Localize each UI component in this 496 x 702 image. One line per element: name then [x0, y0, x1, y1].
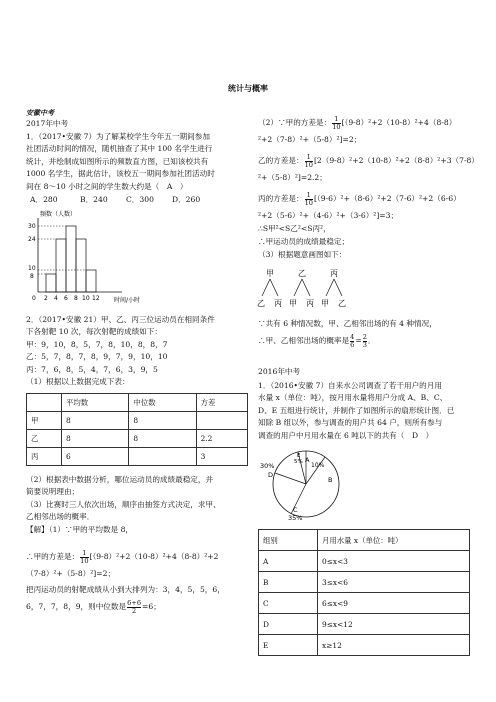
fraction — [80, 550, 88, 565]
text-span: ． — [367, 336, 376, 345]
text-line: 社团活动时间的情况，随机抽查了其中 100 名学生进行 — [26, 144, 213, 154]
text-line: 简要说明理由； — [26, 487, 80, 497]
branch — [334, 279, 342, 296]
table-cell: 0≤x<3 — [318, 551, 470, 572]
section-label: 安徽中考 — [26, 109, 54, 117]
text-line: 【解】（1）∵甲的平均数是 8， — [26, 524, 133, 534]
text-line: 调查的用户中月用水量在 6 吨以下的共有（ D ） — [258, 430, 434, 440]
text-span: [2（9-8）²+2（10-8）²+2（8-8）²+3（7-8） — [313, 156, 479, 165]
table-cell: 乙 — [27, 430, 62, 448]
fraction — [305, 154, 313, 169]
r-variance-yi — [258, 152, 479, 170]
table-cell: 6≤x<9 — [318, 593, 470, 614]
denominator: 10 — [80, 556, 89, 565]
text-span: ∴甲、乙相邻出场的概率是 — [258, 336, 350, 345]
pie-divider — [275, 473, 306, 484]
probability-line — [258, 332, 376, 350]
table-cell: 8 — [62, 412, 129, 430]
pie-label-e: E — [297, 453, 301, 459]
median-line-1: 把丙运动员的射靶成绩从小到大排列为：3，4，5，5，6， — [26, 585, 225, 594]
numerator: 4 — [350, 332, 355, 341]
table-row — [259, 593, 470, 614]
text-span: ∴甲的方差是： — [26, 552, 80, 561]
hist-bar-6-8 — [66, 226, 76, 292]
table-cell: 8 — [129, 430, 196, 448]
text-span: 乙的方差是： — [258, 156, 304, 165]
table-cell: 9≤x<12 — [318, 614, 470, 635]
xtick-12: 12 — [92, 295, 100, 302]
option-d: D．260 — [172, 195, 201, 204]
pie-label-b: B — [328, 476, 333, 484]
pie-label-c: C — [293, 506, 298, 514]
numerator: 1 — [332, 116, 340, 124]
question-2-parts — [26, 474, 221, 536]
cases-line: ∵共有 6 种情况数，甲、乙相邻出场的有 4 种情况， — [258, 319, 437, 328]
table-cell: D — [259, 614, 318, 635]
pie-chart — [258, 446, 378, 526]
tree-root-1: 甲 — [266, 269, 274, 278]
denominator: 10 — [304, 198, 313, 207]
table-cell: x≥12 — [318, 635, 470, 656]
text-line: 乙相邻出场的概率． — [26, 512, 95, 522]
denominator: 10 — [304, 160, 313, 169]
text-line: 1．（2017•安徽 7）为了解某校学生今年五一期间参加 — [26, 132, 210, 141]
table-row — [259, 635, 470, 656]
variance-jia-line — [26, 548, 219, 566]
fraction — [363, 334, 367, 349]
r-variance-bing — [258, 190, 461, 208]
r-variance-jia-cont: ²+2（7-8）²+（5-8）²]=2； — [258, 135, 362, 144]
ytick-24: 24 — [28, 236, 36, 243]
text-line: 统计，并绘制成如图所示的频数直方图，已知该校共有 — [26, 156, 209, 166]
table-cell: 甲 — [27, 412, 62, 430]
tree-leaf: 丙 — [306, 299, 314, 308]
table-cell — [129, 448, 196, 466]
tree-leaf: 乙 — [257, 299, 265, 308]
text-span: = — [355, 336, 362, 345]
table-cell: 中位数 — [129, 394, 196, 412]
pie-label-d: D — [268, 471, 274, 479]
tree-leaf: 丙 — [274, 299, 282, 308]
denominator: 6 — [350, 340, 355, 349]
r-variance-yi-cont: ²+（5-8）²]=2.2； — [258, 173, 327, 182]
table-row — [259, 614, 470, 635]
xtick-10: 10 — [82, 295, 90, 302]
text-line: 知除 B 组以外，参与调查的用户共 64 户，则所有参与 — [258, 418, 443, 428]
numerator: 1 — [305, 154, 313, 162]
text-line: 甲：9，10，8，5，7，8，10，8，8，7 — [26, 339, 168, 349]
table-cell: 8 — [62, 430, 129, 448]
variance-jia-cont: （7-8）²+（5-8）²]=2； — [26, 569, 116, 578]
table-cell: 8 — [129, 412, 196, 430]
text-line: 间在 8～10 小时之间的学生数大约是（ A ） — [26, 181, 188, 191]
table-row — [27, 412, 248, 430]
denominator: 2 — [131, 606, 137, 615]
tree-leaf: 甲 — [289, 299, 297, 308]
option-c: C．300 — [126, 195, 154, 204]
fraction — [332, 116, 340, 131]
table-cell: E — [259, 635, 318, 656]
ytick-10: 10 — [28, 265, 36, 272]
question-1-text — [26, 131, 215, 193]
tree-leaf: 乙 — [338, 299, 346, 308]
text-span: =6； — [142, 602, 161, 611]
question-2-text — [26, 314, 215, 388]
text-line: 水量 x（单位：吨），按月用水量将用户分成 A、B、C、 — [258, 393, 448, 403]
text-line: （1）根据以上数据完成下表： — [26, 377, 130, 387]
text-span: 丙的方差是： — [258, 194, 304, 203]
s-compare: ∴S甲²<S乙²<S丙²， — [258, 224, 331, 233]
fraction — [350, 334, 354, 349]
option-b: B．240 — [80, 195, 108, 204]
r-variance-jia — [258, 114, 456, 132]
pie-pct-c: 35% — [288, 514, 303, 522]
hist-bar-4-6 — [56, 239, 66, 292]
table-header-row — [27, 394, 248, 412]
text-line: D、E 五组进行统计，并制作了如图所示的扇形统计图．已 — [258, 405, 455, 415]
xtick-2: 2 — [44, 295, 48, 302]
table-header-row — [259, 530, 470, 551]
xtick-8: 8 — [74, 295, 78, 302]
table-row — [259, 551, 470, 572]
pie-label-a: A — [305, 456, 310, 464]
hist-bar-8-10 — [76, 239, 86, 292]
table-row — [27, 430, 248, 448]
table-cell: 丙 — [27, 448, 62, 466]
text-line: 下各射靶 10 次，每次射靶的成绩如下： — [26, 327, 162, 337]
text-line: 乙：5，7，8，7，8，9，7，9，10，10 — [26, 352, 168, 362]
xtick-0: 0 — [32, 295, 36, 302]
year-heading-2017: 2017年中考 — [26, 119, 69, 128]
pie-pct-a: 10% — [311, 462, 325, 469]
text-span: （2）∵甲的方差是： — [258, 118, 332, 127]
option-a: A．280 — [30, 195, 58, 204]
ytick-30: 30 — [28, 223, 36, 230]
median-line-2 — [26, 598, 161, 616]
table-cell — [196, 412, 247, 430]
hist-bar-2-4 — [46, 274, 56, 292]
page-title: 统计与概率 — [228, 84, 268, 93]
numerator: 2 — [362, 332, 367, 341]
tree-diagram — [256, 266, 356, 310]
branch — [294, 279, 302, 296]
text-line: （2）根据表中数据分析，哪位运动员的成绩最稳定，并 — [26, 475, 214, 484]
tree-root-3: 丙 — [330, 269, 338, 278]
table-cell: 3 — [196, 448, 247, 466]
table-cell: 平均数 — [62, 394, 129, 412]
table-row — [259, 572, 470, 593]
table-cell: 2.2 — [196, 430, 247, 448]
question-3-text — [258, 380, 454, 442]
branch — [262, 279, 270, 296]
xtick-4: 4 — [54, 295, 58, 302]
text-line: 1．（2016•安徽 7）自来水公司调查了若干用户的月用 — [258, 381, 442, 390]
table-cell: 组别 — [259, 530, 318, 551]
table-cell: C — [259, 593, 318, 614]
numerator: 1 — [305, 192, 313, 200]
branch — [302, 279, 310, 296]
text-line: 丙：7，6，8，5，4，7，6，3，9，5 — [26, 364, 158, 374]
table-row — [27, 448, 248, 466]
table-cell: A — [259, 551, 318, 572]
xtick-6: 6 — [64, 295, 68, 302]
table-cell: 月用水量 x（单位：吨） — [318, 530, 470, 551]
table-cell — [27, 394, 62, 412]
text-span: [（9-6）²+（8-6）²+2（7-6）²+2（6-6） — [313, 194, 461, 203]
tree-leaf: 甲 — [321, 299, 329, 308]
text-line: 2．（2017•安徽 21）甲、乙、丙三位运动员在相同条件 — [26, 315, 215, 324]
fraction — [305, 192, 313, 207]
r-variance-bing-cont: ²+2（5-6）²+（4-6）²+（3-6）²]=3； — [258, 211, 399, 220]
ytick-8: 8 — [30, 273, 34, 280]
table-cell: B — [259, 572, 318, 593]
branch — [270, 279, 278, 296]
score-table — [26, 393, 248, 466]
text-line: （3）比赛时三人依次出场，顺序由抽签方式决定，求甲、 — [26, 499, 221, 509]
table-cell: 方差 — [196, 394, 247, 412]
fraction — [127, 600, 141, 615]
table-cell: 6 — [62, 448, 129, 466]
tree-root-2: 乙 — [298, 269, 306, 278]
numerator: 6+6 — [127, 598, 142, 607]
histogram-figure — [26, 208, 156, 304]
text-span: [（9-8）²+2（10-8）²+4（8-8） — [341, 118, 457, 127]
stable-conclusion: ∴甲运动员的成绩最稳定； — [258, 237, 350, 246]
denominator: 10 — [332, 122, 341, 131]
tree-intro: （3）根据题意画图如下： — [258, 250, 347, 259]
hist-ylabel: 频数（人数） — [40, 211, 77, 218]
pie-pct-d: 30% — [260, 462, 275, 470]
numerator: 1 — [80, 550, 88, 558]
text-line: 1000 名学生，据此估计，该校五一期间参加社团活动时 — [26, 169, 215, 179]
year-heading-2016: 2016年中考 — [258, 367, 301, 376]
water-usage-table — [258, 529, 470, 656]
pie-pct-e: 5% — [294, 459, 303, 465]
hist-bar-10-12 — [86, 270, 96, 292]
denominator: 3 — [362, 340, 367, 349]
hist-xlabel: 时间/小时 — [114, 297, 141, 304]
branch — [326, 279, 334, 296]
table-cell: 3≤x<6 — [318, 572, 470, 593]
text-span: 6，7，7，8，9，则中位数是 — [26, 602, 127, 611]
text-span: [（9-8）²+2（10-8）²+4（8-8）²+2 — [89, 552, 219, 561]
